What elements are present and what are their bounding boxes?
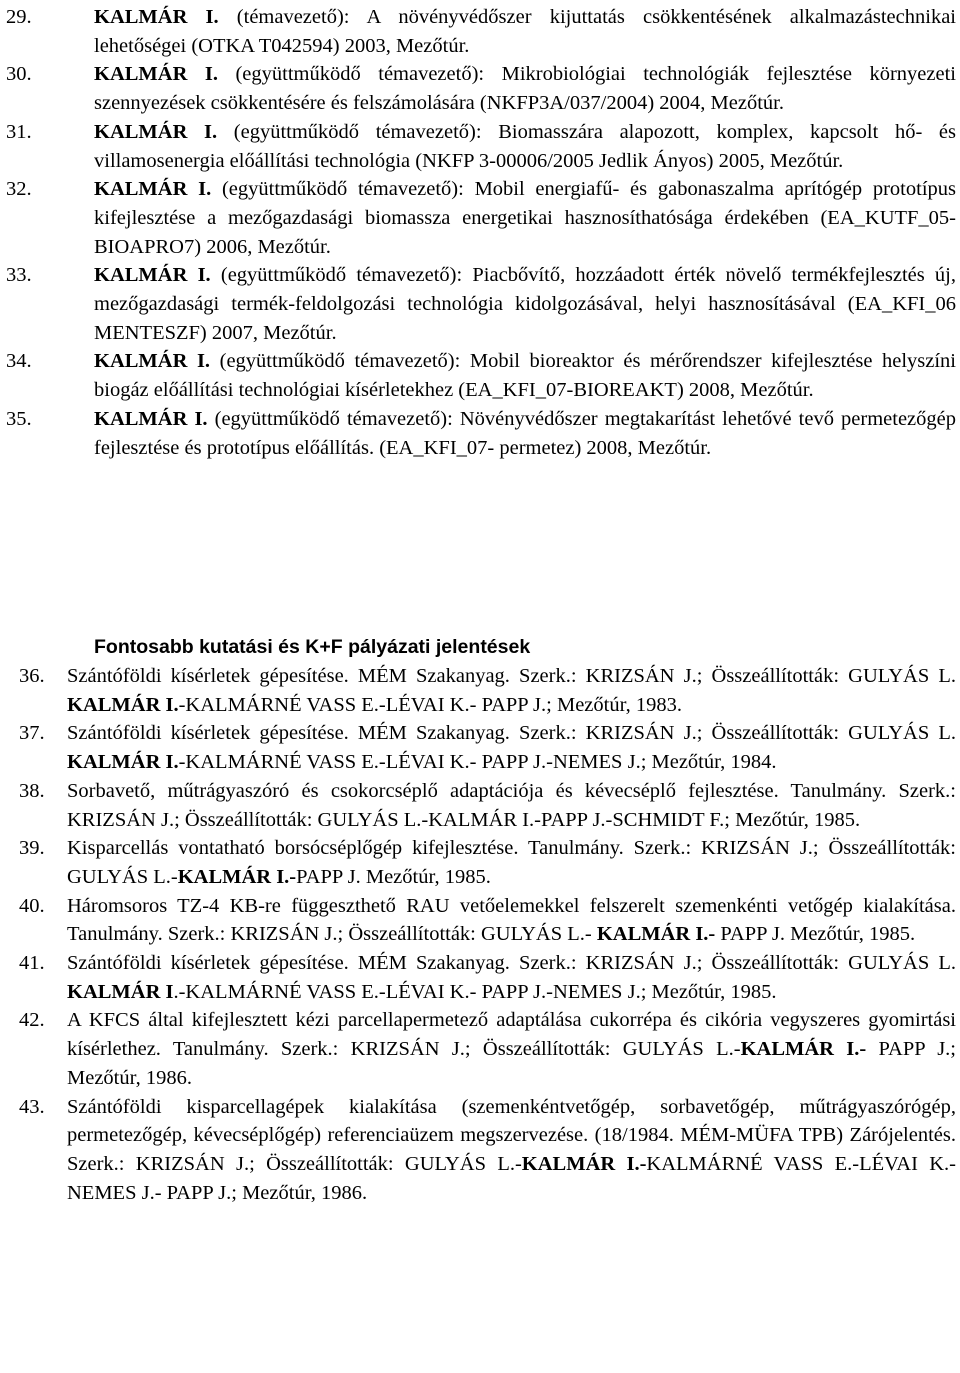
item-text-tail: KALMÁRNÉ VASS E.-LÉVAI K.-NEMES J.- PAPP J.; Mezőtúr, 1986. (67, 1152, 956, 1204)
item-text-tail: .-KALMÁRNÉ VASS E.-LÉVAI K.- PAPP J.-NEMES J.; Mezőtúr, 1985. (173, 980, 777, 1003)
item-number: 38. (19, 779, 45, 802)
author-name: KALMÁR I. (94, 6, 219, 28)
list-item (0, 175, 956, 261)
author-name: KALMÁR I.- (177, 865, 297, 888)
item-text-tail: -KALMÁRNÉ VASS E.-LÉVAI K.- PAPP J.-NEMES J.; Mezőtúr, 1984. (178, 751, 777, 774)
item-number: 34. (6, 350, 32, 373)
item-number: 29. (6, 6, 32, 28)
item-text: (együttműködő témavezető): Mikrobiológiai technológiák fejlesztése környezeti szennyezések csökkentésére és felszámolására (NKFP3A/037/2004) 2004, Mezőtúr. (94, 63, 956, 115)
list-item (0, 949, 956, 1006)
item-number: 32. (6, 178, 32, 201)
item-text: Háromsoros TZ-4 KB-re függeszthető RAU vetőelemekkel felszerelt szemenkénti vetőgép kialakítása. Tanulmány. Szerk.: KRIZSÁN J.; Összeállították: GULYÁS L.- (67, 894, 956, 946)
list-item (0, 777, 956, 834)
item-text-tail: PAPP J. Mezőtúr, 1985. (715, 923, 916, 946)
author-name: KALMÁR I. (94, 407, 208, 430)
author-name: KALMÁR I.- (740, 1038, 867, 1061)
list-item (0, 1093, 956, 1208)
list-item (0, 261, 956, 347)
item-number: 41. (19, 952, 45, 975)
list-item (0, 1006, 956, 1092)
item-number: 43. (19, 1095, 45, 1118)
item-text: (együttműködő témavezető): Növényvédőszer megtakarítást lehetővé tevő permetezőgép fejlesztése és prototípus előállítás. (EA_KFI_07- permetez) 2008, Mezőtúr. (94, 407, 957, 459)
item-number: 33. (6, 264, 32, 287)
item-text-tail: -KALMÁRNÉ VASS E.-LÉVAI K.- PAPP J.; Mezőtúr, 1983. (178, 693, 682, 716)
item-text: A KFCS által kifejlesztett kézi parcellapermetező adaptálása cukorrépa és cikória vegyszeres gyomirtási kísérlethez. Tanulmány. Szerk.: KRIZSÁN J.; Összeállították: GULYÁS L.- (67, 1009, 956, 1061)
item-text-tail: PAPP J. Mezőtúr, 1985. (296, 865, 491, 888)
item-number: 31. (6, 120, 32, 143)
item-number: 30. (6, 63, 32, 86)
author-name: KALMÁR I. (94, 178, 212, 201)
item-number: 39. (19, 837, 45, 860)
author-name: KALMÁR I. (67, 751, 179, 774)
list-item (0, 892, 956, 949)
item-text: (témavezető): A növényvédőszer kijuttatás csökkentésének alkalmazástechnikai lehetőségei (OTKA T042594) 2003, Mezőtúr. (94, 6, 956, 57)
item-text: Kisparcellás vontatható borsócséplőgép kifejlesztése. Tanulmány. Szerk.: KRIZSÁN J.; Összeállították: GULYÁS L.- (67, 837, 956, 888)
item-text: (együttműködő témavezető): Mobil energiafű- és gabonaszalma aprítógép prototípus kifejlesztése a mezőgazdasági biomassza energetikai hasznosíthatósága érdekében (EA_KUTF_05-BIOAPRO7) 2006, Mezőtúr. (94, 178, 956, 258)
list-item (0, 662, 956, 719)
author-name: KALMÁR I.- (521, 1152, 647, 1175)
author-name: KALMÁR I. (67, 693, 179, 716)
item-text: Szántóföldi kísérletek gépesítése. MÉM Szakanyag. Szerk.: KRIZSÁN J.; Összeállították: GULYÁS L. (67, 952, 956, 975)
report-list (0, 662, 956, 1207)
item-number: 42. (19, 1009, 45, 1032)
item-text: Szántóföldi kísérletek gépesítése. MÉM Szakanyag. Szerk.: KRIZSÁN J.; Összeállították: GULYÁS L. (67, 722, 956, 745)
item-text: Szántóföldi kisparcellagépek kialakítása (szemenkéntvetőgép, sorbavetőgép, műtrágyaszórógép, permetezőgép, kévecséplőgép) referenciaüzem megszervezése. (18/1984. MÉM-MÜFA TPB) Zárójelentés. Szerk.: KRIZSÁN J.; Összeállították: GULYÁS L.- (67, 1095, 956, 1175)
author-name: KALMÁR I.- (596, 923, 716, 946)
author-name: KALMÁR I. (94, 350, 211, 373)
item-number: 36. (19, 665, 45, 687)
item-text-tail: PAPP J.; Mezőtúr, 1986. (67, 1038, 957, 1089)
list-item (0, 347, 956, 404)
author-name: KALMÁR I. (94, 264, 211, 287)
list-item (0, 118, 956, 175)
item-number: 40. (19, 894, 45, 917)
item-text: (együttműködő témavezető): Mobil bioreaktor és mérőrendszer kifejlesztése helyszíni biogáz előállítási technológiai kísérletekhez (EA_KFI_07-BIOREAKT) 2008, Mezőtúr. (94, 350, 956, 402)
item-text: Sorbavető, műtrágyaszóró és csokorcséplő adaptációja és kévecséplő fejlesztése. Tanulmány. Szerk.: KRIZSÁN J.; Összeállították: GULYÁS L.-KALMÁR I.-PAPP J.-SCHMIDT F.; Mezőtúr, 1985. (67, 779, 956, 831)
list-item (0, 834, 956, 891)
item-text: (együttműködő témavezető): Piacbővítő, hozzáadott érték növelő termékfejlesztés új, mezőgazdasági termék-feldolgozási technológia kidolgozásával, helyi hasznosításával (EA_KFI_06 MENTESZF) 2007, Mezőtúr. (94, 264, 956, 344)
author-name: KALMÁR I. (94, 120, 218, 143)
project-list (0, 3, 956, 462)
item-text: Szántóföldi kísérletek gépesítése. MÉM Szakanyag. Szerk.: KRIZSÁN J.; Összeállították: GULYÁS L. (67, 665, 956, 687)
list-item (0, 719, 956, 776)
item-text: (együttműködő témavezető): Biomasszára alapozott, komplex, kapcsolt hő- és villamosenergia előállítási technológia (NKFP 3-00006/2005 Jedlik Ányos) 2005, Mezőtúr. (94, 120, 957, 172)
item-number: 37. (19, 722, 45, 745)
section-heading: Fontosabb kutatási és K+F pályázati jelentések (94, 636, 531, 658)
list-item (0, 3, 956, 60)
item-number: 35. (6, 407, 32, 430)
list-item (0, 405, 956, 462)
author-name: KALMÁR I. (94, 63, 218, 86)
author-name: KALMÁR I (67, 980, 174, 1003)
list-item (0, 60, 956, 117)
